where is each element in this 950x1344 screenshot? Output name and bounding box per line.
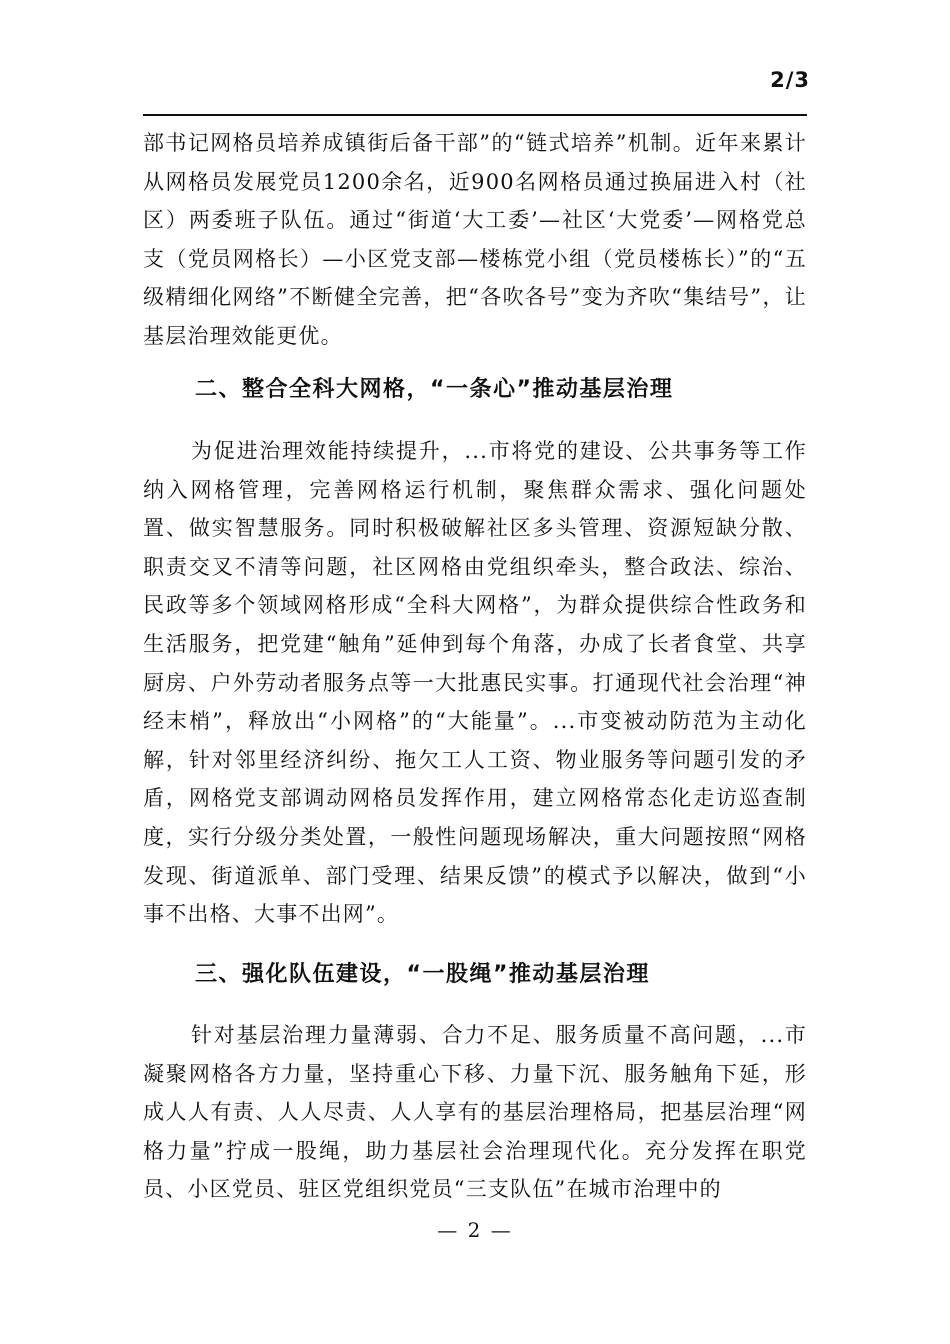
paragraph-3-container (143, 1016, 807, 1209)
paragraph-3: 针对基层治理力量薄弱、合力不足、服务质量不高问题，...市凝聚网格各方力量，坚持重心下移、力量下沉、服务触角下延，形成人人有责、人人尽责、人人享有的基层治理格局，把基层治理“网格力量”拧成一股绳，助力基层社会治理现代化。充分发挥在职党员、小区党员、驻区党组织党员“三支队伍”在城市治理中的 (143, 1023, 807, 1202)
header-rule (143, 114, 807, 116)
section-heading-2: 二、整合全科大网格，“一条心”推动基层治理 (195, 377, 674, 402)
footer-page-number: — 2 — (437, 1218, 513, 1242)
paragraph-2-container (143, 432, 807, 934)
section-heading-3: 三、强化队伍建设，“一股绳”推动基层治理 (195, 962, 650, 987)
paragraph-2: 为促进治理效能持续提升，...市将党的建设、公共事务等工作纳入网格管理，完善网格运行机制，聚焦群众需求、强化问题处置、做实智慧服务。同时积极破解社区多头管理、资源短缺分散、职责交叉不清等问题，社区网格由党组织牵头，整合政法、综治、民政等多个领域网格形成“全科大网格”，为群众提供综合性政务和生活服务，把党建“触角”延伸到每个角落，办成了长者食堂、共享厨房、户外劳动者服务点等一大批惠民实事。打通现代社会治理“神经末梢”，释放出“小网格”的“大能量”。...市变被动防范为主动化解，针对邻里经济纠纷、拖欠工人工资、物业服务等问题引发的矛盾，网格党支部调动网格员发挥作用，建立网格常态化走访巡查制度，实行分级分类处置，一般性问题现场解决，重大问题按照“网格发现、街道派单、部门受理、结果反馈”的模式予以解决，做到“小事不出格、大事不出网”。 (143, 439, 807, 927)
paragraph-1-container (143, 124, 807, 356)
page-counter: 2/3 (770, 68, 810, 92)
paragraph-1: 部书记网格员培养成镇街后备干部”的“链式培养”机制。近年来累计从网格员发展党员1200余名，近900名网格员通过换届进入村（社区）两委班子队伍。通过“街道‘大工委’—社区‘大党委’—网格党总支（党员网格长）—小区党支部—楼栋党小组（党员楼栋长）”的“五级精细化网络”不断健全完善，把“各吹各号”变为齐吹“集结号”，让基层治理效能更优。 (143, 131, 807, 348)
